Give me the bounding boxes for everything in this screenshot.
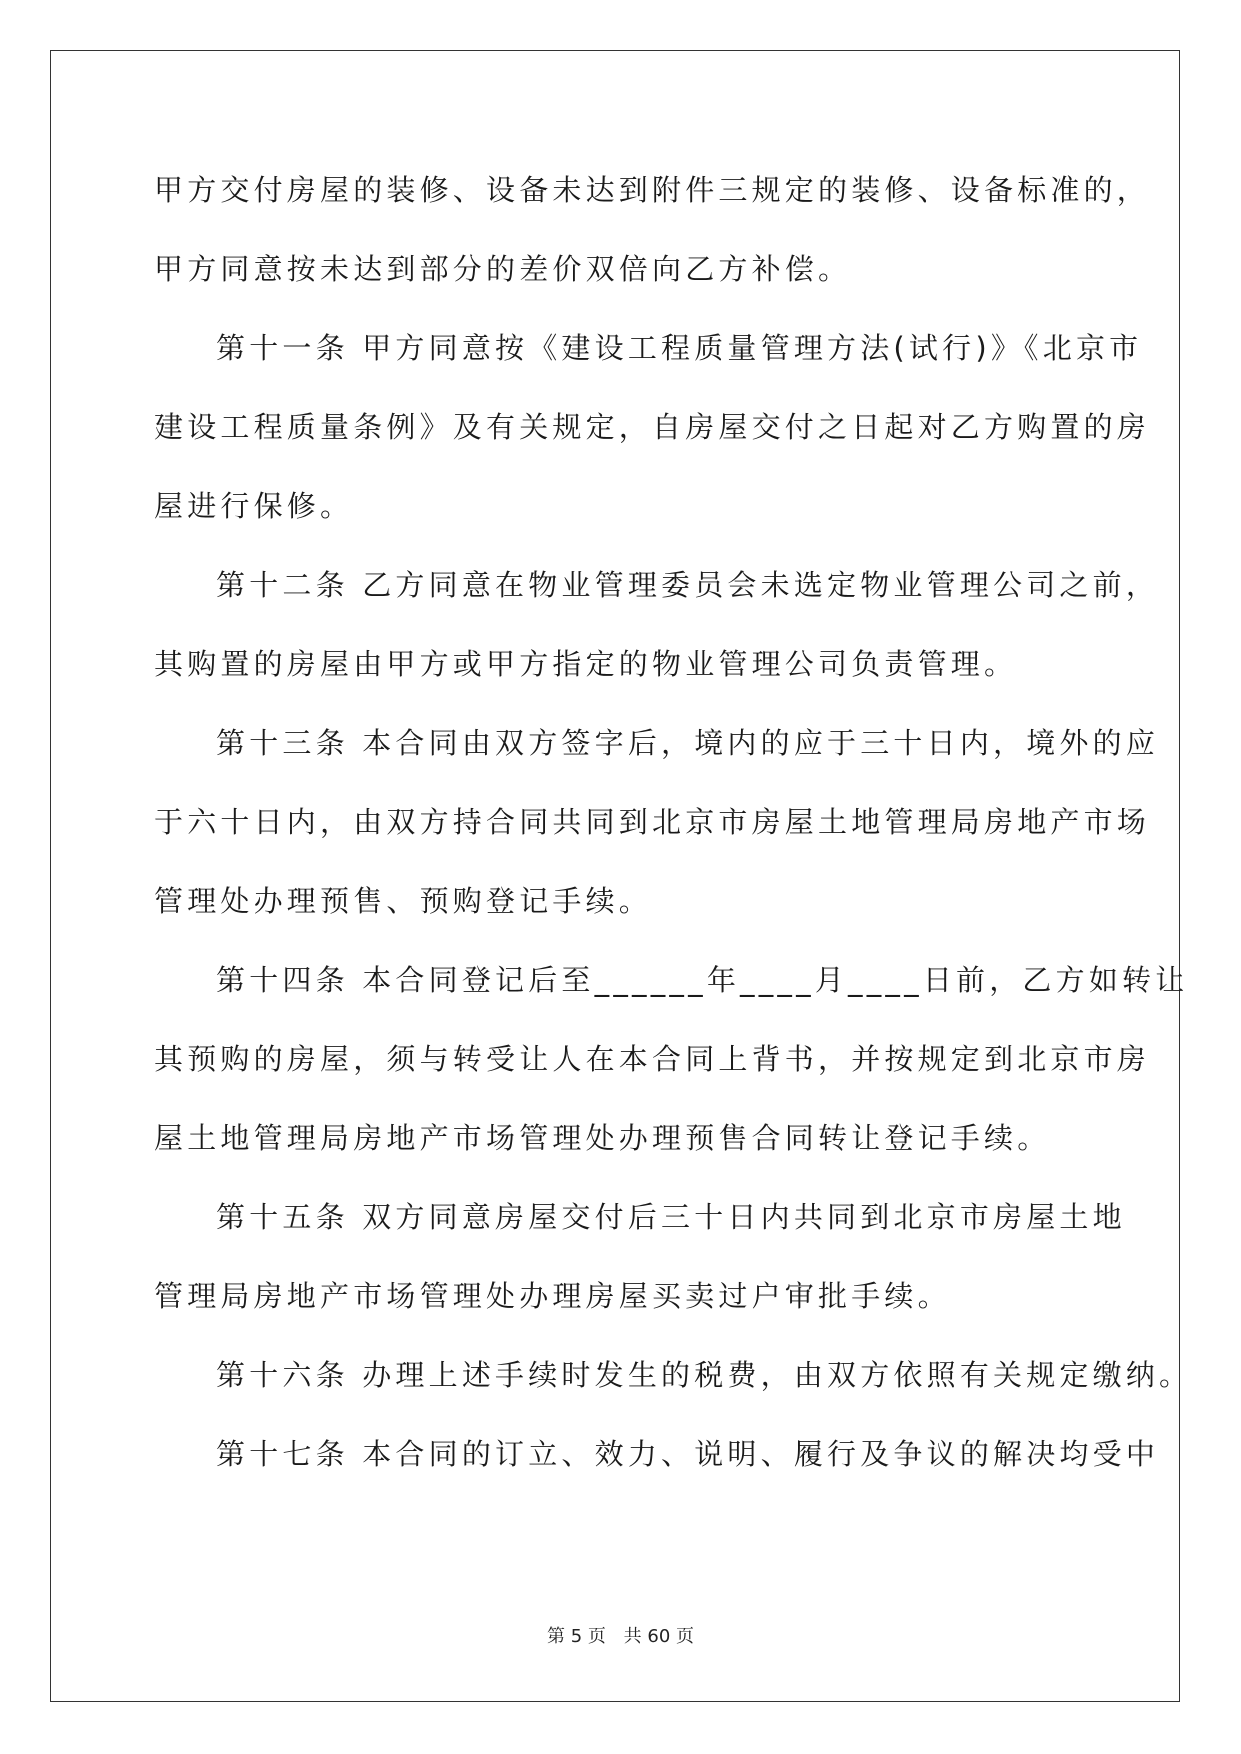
page-footer — [0, 1622, 1241, 1648]
text-line: 甲方同意按未达到部分的差价双倍向乙方补偿。 — [154, 252, 852, 286]
article-14-line: 第十四条 本合同登记后至______年____月____日前，乙方如转让 — [216, 963, 1189, 997]
text-line: 建设工程质量条例》及有关规定，自房屋交付之日起对乙方购置的房 — [154, 410, 1151, 444]
article-11-line: 第十一条 甲方同意按《建设工程质量管理方法(试行)》《北京市 — [216, 331, 1143, 365]
article-16-line: 第十六条 办理上述手续时发生的税费，由双方依照有关规定缴纳。 — [216, 1358, 1193, 1392]
text-line: 屋土地管理局房地产市场管理处办理预售合同转让登记手续。 — [154, 1121, 1051, 1155]
article-13-line: 第十三条 本合同由双方签字后，境内的应于三十日内，境外的应 — [216, 726, 1160, 760]
article-12-line: 第十二条 乙方同意在物业管理委员会未选定物业管理公司之前， — [216, 568, 1160, 602]
article-15-line: 第十五条 双方同意房屋交付后三十日内共同到北京市房屋土地 — [216, 1200, 1126, 1234]
text-line: 管理处办理预售、预购登记手续。 — [154, 884, 653, 918]
text-line: 其预购的房屋，须与转受让人在本合同上背书，并按规定到北京市房 — [154, 1042, 1151, 1076]
text-line: 于六十日内，由双方持合同共同到北京市房屋土地管理局房地产市场 — [154, 805, 1151, 839]
text-line: 甲方交付房屋的装修、设备未达到附件三规定的装修、设备标准的， — [154, 173, 1151, 207]
page-total: 共 60 页 — [623, 1626, 694, 1647]
page-number: 第 5 页 — [547, 1626, 606, 1647]
text-line: 屋进行保修。 — [154, 489, 354, 523]
text-line: 管理局房地产市场管理处办理房屋买卖过户审批手续。 — [154, 1279, 951, 1313]
article-17-line: 第十七条 本合同的订立、效力、说明、履行及争议的解决均受中 — [216, 1437, 1160, 1471]
text-line: 其购置的房屋由甲方或甲方指定的物业管理公司负责管理。 — [154, 647, 1018, 681]
